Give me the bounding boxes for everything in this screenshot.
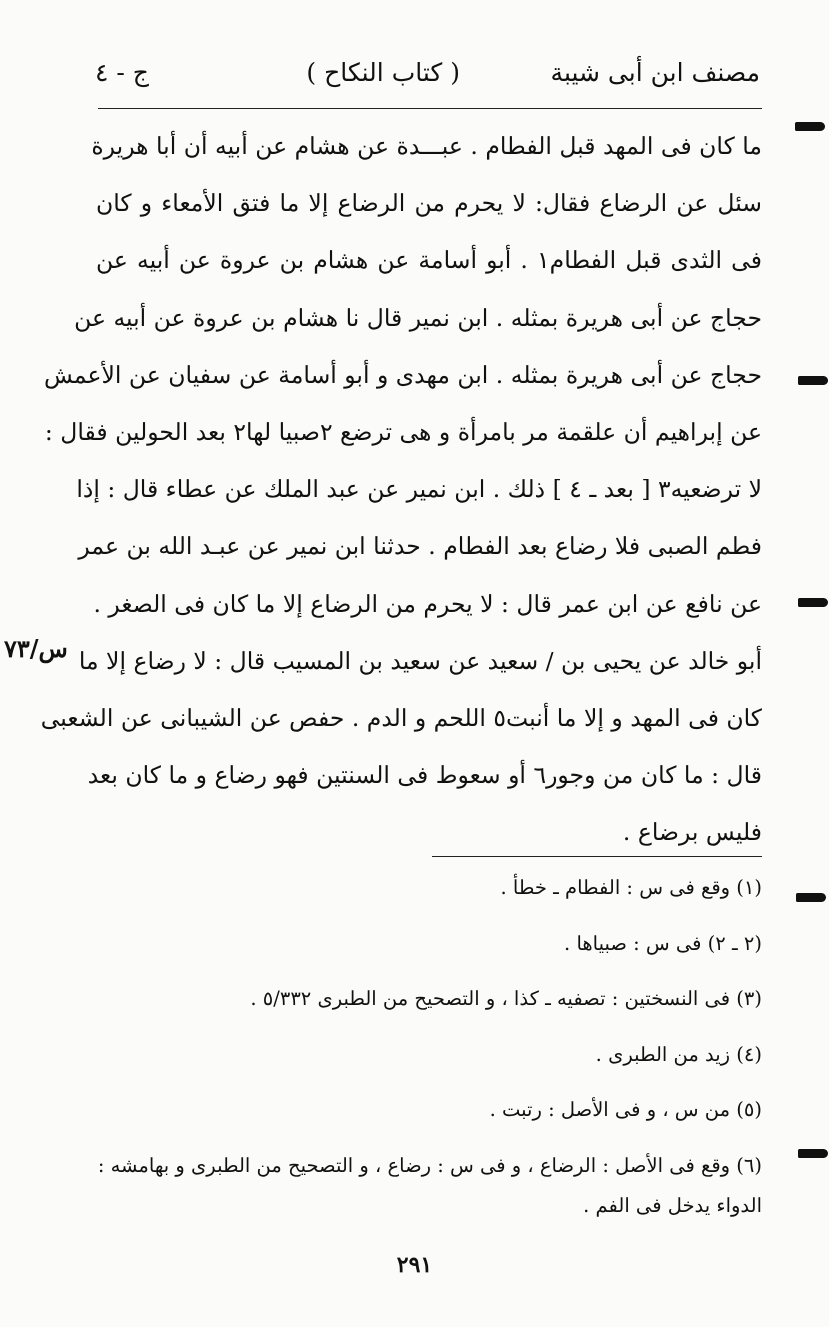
text-line: حجاج عن أبى هريرة بمثله . ابن نمير قال نا هشام بن عروة عن أبيه عن bbox=[74, 303, 762, 332]
volume-label: ج - ٤ bbox=[95, 58, 149, 87]
text-line: سئل عن الرضاع فقال: لا يحرم من الرضاع إلا ما فتق الأمعاء و كان bbox=[96, 189, 762, 218]
main-text bbox=[40, 124, 762, 867]
margin-reference: س/٧٣ bbox=[4, 634, 68, 663]
text-line: عن نافع عن ابن عمر قال : لا يحرم من الرضاع إلا ما كان فى الصغر . bbox=[93, 589, 762, 618]
book-title: مصنف ابن أبى شيبة bbox=[550, 58, 760, 87]
footnote: (٥) من س ، و فى الأصل : رتبت . bbox=[489, 1098, 762, 1121]
binding-mark bbox=[798, 1149, 828, 1158]
running-header bbox=[95, 58, 760, 98]
footnote: (٤) زيد من الطبرى . bbox=[595, 1042, 762, 1066]
footnote: (١) وقع فى س : الفطام ـ خطأ . bbox=[500, 876, 762, 899]
footnotes bbox=[97, 866, 762, 1232]
footnote-rule bbox=[432, 856, 762, 857]
binding-mark bbox=[796, 893, 826, 902]
binding-mark bbox=[795, 122, 825, 131]
text-line: كان فى المهد و إلا ما أنبت٥ اللحم و الدم . حفص عن الشيبانى عن الشعبى bbox=[40, 703, 762, 732]
text-line: حجاج عن أبى هريرة بمثله . ابن مهدى و أبو أسامة عن سفيان عن الأعمش bbox=[43, 360, 762, 389]
binding-mark bbox=[798, 376, 828, 385]
text-line: أبو خالد عن يحيى بن / سعيد عن سعيد بن المسيب قال : لا رضاع إلا ما bbox=[78, 646, 762, 675]
footnote-continuation: الدواء يدخل فى الفم . bbox=[583, 1193, 762, 1217]
text-line: عن إبراهيم أن علقمة مر بامرأة و هى ترضع ٢صبيا لها٢ بعد الحولين فقال : bbox=[44, 417, 762, 446]
text-line: لا ترضعيه٣ [ بعد ـ ٤ ] ذلك . ابن نمير عن عبد الملك عن عطاء قال : إذا bbox=[76, 475, 762, 504]
section-title: ( كتاب النكاح ) bbox=[306, 58, 460, 87]
text-line: فليس برضاع . bbox=[622, 818, 762, 847]
text-line: فى الثدى قبل الفطام١ . أبو أسامة عن هشام بن عروة عن أبيه عن bbox=[96, 246, 762, 275]
header-rule bbox=[98, 108, 762, 109]
binding-mark bbox=[798, 598, 828, 607]
footnote: (٣) فى النسختين : تصفيه ـ كذا ، و التصحيح من الطبرى ٥/٣٣٢ . bbox=[250, 987, 762, 1010]
text-line: قال : ما كان من وجور٦ أو سعوط فى السنتين فهو رضاع و ما كان بعد bbox=[87, 761, 762, 790]
footnote: (٢ ـ ٢) فى س : صبياها . bbox=[564, 931, 762, 955]
page-number: ٢٩١ bbox=[396, 1252, 433, 1278]
text-line: فطم الصبى فلا رضاع بعد الفطام . حدثنا ابن نمير عن عبـد الله بن عمر bbox=[78, 532, 762, 561]
text-line: ما كان فى المهد قبل الفطام . عبـــدة عن هشام عن أبيه أن أبا هريرة bbox=[91, 132, 762, 160]
footnote: (٦) وقع فى الأصل : الرضاع ، و فى س : رضاع ، و التصحيح من الطبرى و بهامشه : bbox=[97, 1153, 762, 1177]
